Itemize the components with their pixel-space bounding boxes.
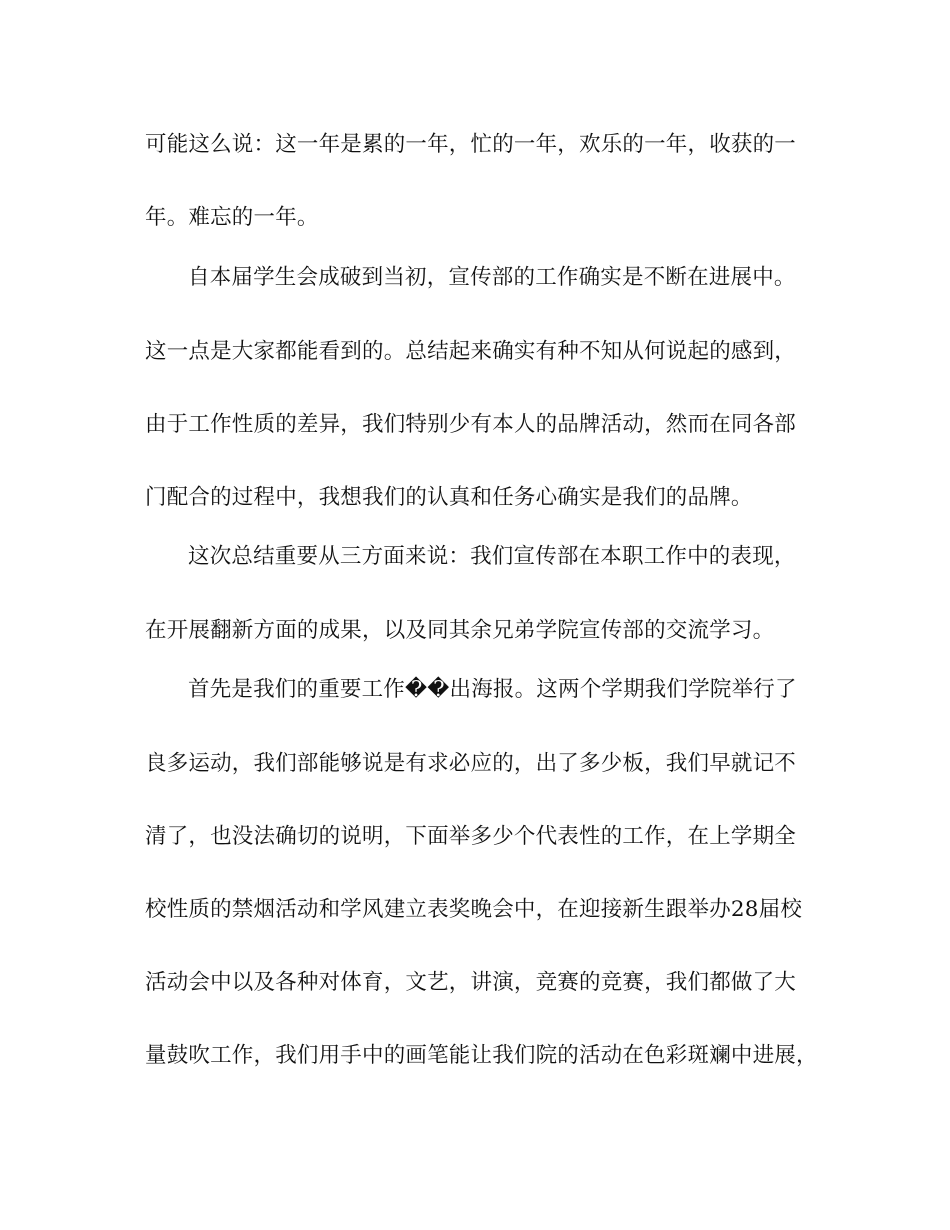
text-line: 由于工作性质的差异，我们特别少有本人的品牌活动，然而在同各部 [145, 412, 797, 437]
text-line: 清了，也没法确切的说明，下面举多少个代表性的工作，在上学期全 [145, 824, 797, 849]
text-line: 可能这么说：这一年是累的一年，忙的一年，欢乐的一年，收获的一 [145, 132, 797, 157]
text-line: 良多运动，我们部能够说是有求必应的，出了多少板，我们早就记不 [145, 751, 797, 776]
text-line: 这一点是大家都能看到的。总结起来确实有种不知从何说起的感到， [145, 339, 797, 364]
text-line: 年。难忘的一年。 [145, 205, 319, 230]
text-line: 门配合的过程中，我想我们的认真和任务心确实是我们的品牌。 [145, 485, 753, 510]
text-line: 这次总结重要从三方面来说：我们宣传部在本职工作中的表现， [188, 544, 796, 569]
text-line: 首先是我们的重要工作��出海报。这两个学期我们学院举行了 [188, 677, 797, 702]
text-line: 在开展翻新方面的成果，以及同其余兄弟学院宣传部的交流学习。 [145, 618, 775, 643]
text-line: 自本届学生会成破到当初，宣传部的工作确实是不断在进展中。 [188, 265, 796, 290]
text-line: 活动会中以及各种对体育，文艺，讲演，竞赛的竞赛，我们都做了大 [145, 970, 797, 995]
text-line: 校性质的禁烟活动和学风建立表奖晚会中，在迎接新生跟举办28届校 [145, 897, 803, 922]
text-line: 量鼓吹工作，我们用手中的画笔能让我们院的活动在色彩斑斓中进展， [145, 1043, 818, 1068]
